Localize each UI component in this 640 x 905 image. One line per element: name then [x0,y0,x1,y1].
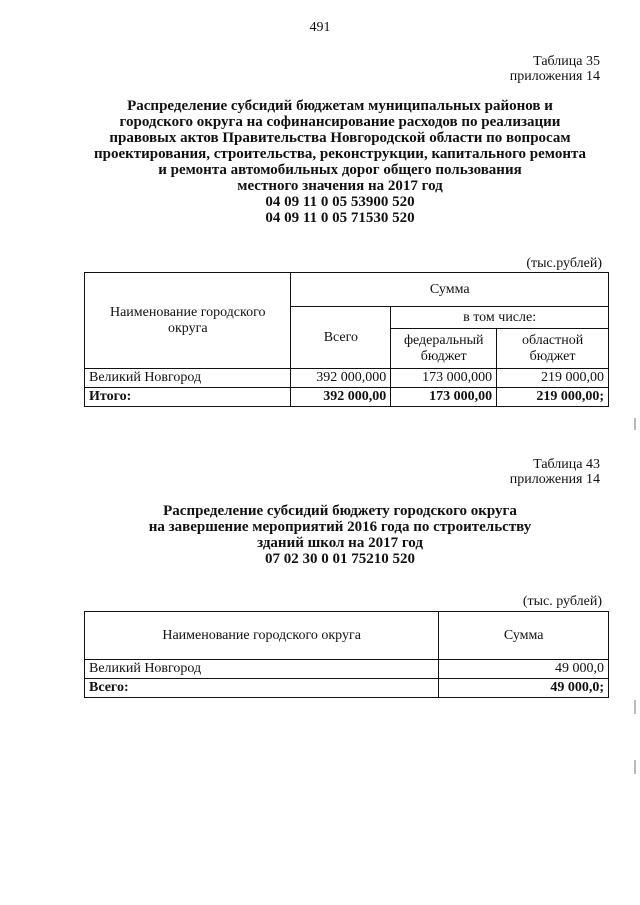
table-row [85,660,609,679]
title-line: на завершение мероприятий 2016 года по строительству [148,519,532,535]
header-sum: Сумма [439,612,609,660]
table43-reference [510,457,600,487]
header-total: Всего [291,307,391,369]
cell-name: Великий Новгород [85,369,291,388]
scan-artifact [634,418,636,430]
table43-title [60,503,620,567]
scan-artifact [634,700,636,714]
budget-code-line: 04 09 11 0 05 71530 520 [265,210,415,226]
cell-name: Итого: [85,388,291,407]
table-row [85,369,609,388]
title-line: и ремонта автомобильных дорог общего пользования [158,162,522,178]
table35-title [60,98,620,226]
scan-artifact [634,760,636,774]
budget-code-line: 04 09 11 0 05 53900 520 [265,194,415,210]
cell-regional: 219 000,00; [497,388,609,407]
table35-reference [510,54,600,84]
cell-sum: 49 000,0; [439,679,609,698]
cell-regional: 219 000,00 [497,369,609,388]
title-line: местного значения на 2017 год [237,178,443,194]
header-name: Наименование городского округа [85,273,291,369]
budget-code-line: 07 02 30 0 01 75210 520 [265,551,415,567]
header-including: в том числе: [391,307,609,329]
header-sum: Сумма [291,273,609,307]
title-line: правовых актов Правительства Новгородской области по вопросам [109,130,571,146]
summary-row [85,679,609,698]
title-line: Распределение субсидий бюджету городского округа [163,503,517,519]
title-line: Распределение субсидий бюджетам муниципальных районов и [127,98,553,114]
table35-ref-line2: приложения 14 [509,69,600,84]
table43 [84,611,609,698]
table35-unit: (тыс.рублей) [526,256,602,271]
table35 [84,272,609,407]
title-line: проектирования, строительства, реконструкции, капитального ремонта [93,146,587,162]
cell-total: 392 000,000 [291,369,391,388]
cell-total: 392 000,00 [291,388,391,407]
summary-row [85,388,609,407]
title-line: городского округа на софинансирование расходов по реализации [119,114,561,130]
cell-sum: 49 000,0 [439,660,609,679]
header-federal: федеральный бюджет [391,329,497,369]
page-number: 491 [309,20,331,35]
cell-federal: 173 000,00 [391,388,497,407]
table35-ref-line1: Таблица 35 [533,54,600,69]
title-line: зданий школ на 2017 год [257,535,423,551]
table43-ref-line2: приложения 14 [509,472,600,487]
cell-name: Всего: [85,679,439,698]
header-name: Наименование городского округа [85,612,439,660]
cell-name: Великий Новгород [85,660,439,679]
cell-federal: 173 000,000 [391,369,497,388]
table43-unit: (тыс. рублей) [522,594,602,609]
header-regional: областной бюджет [497,329,609,369]
table43-ref-line1: Таблица 43 [533,457,600,472]
